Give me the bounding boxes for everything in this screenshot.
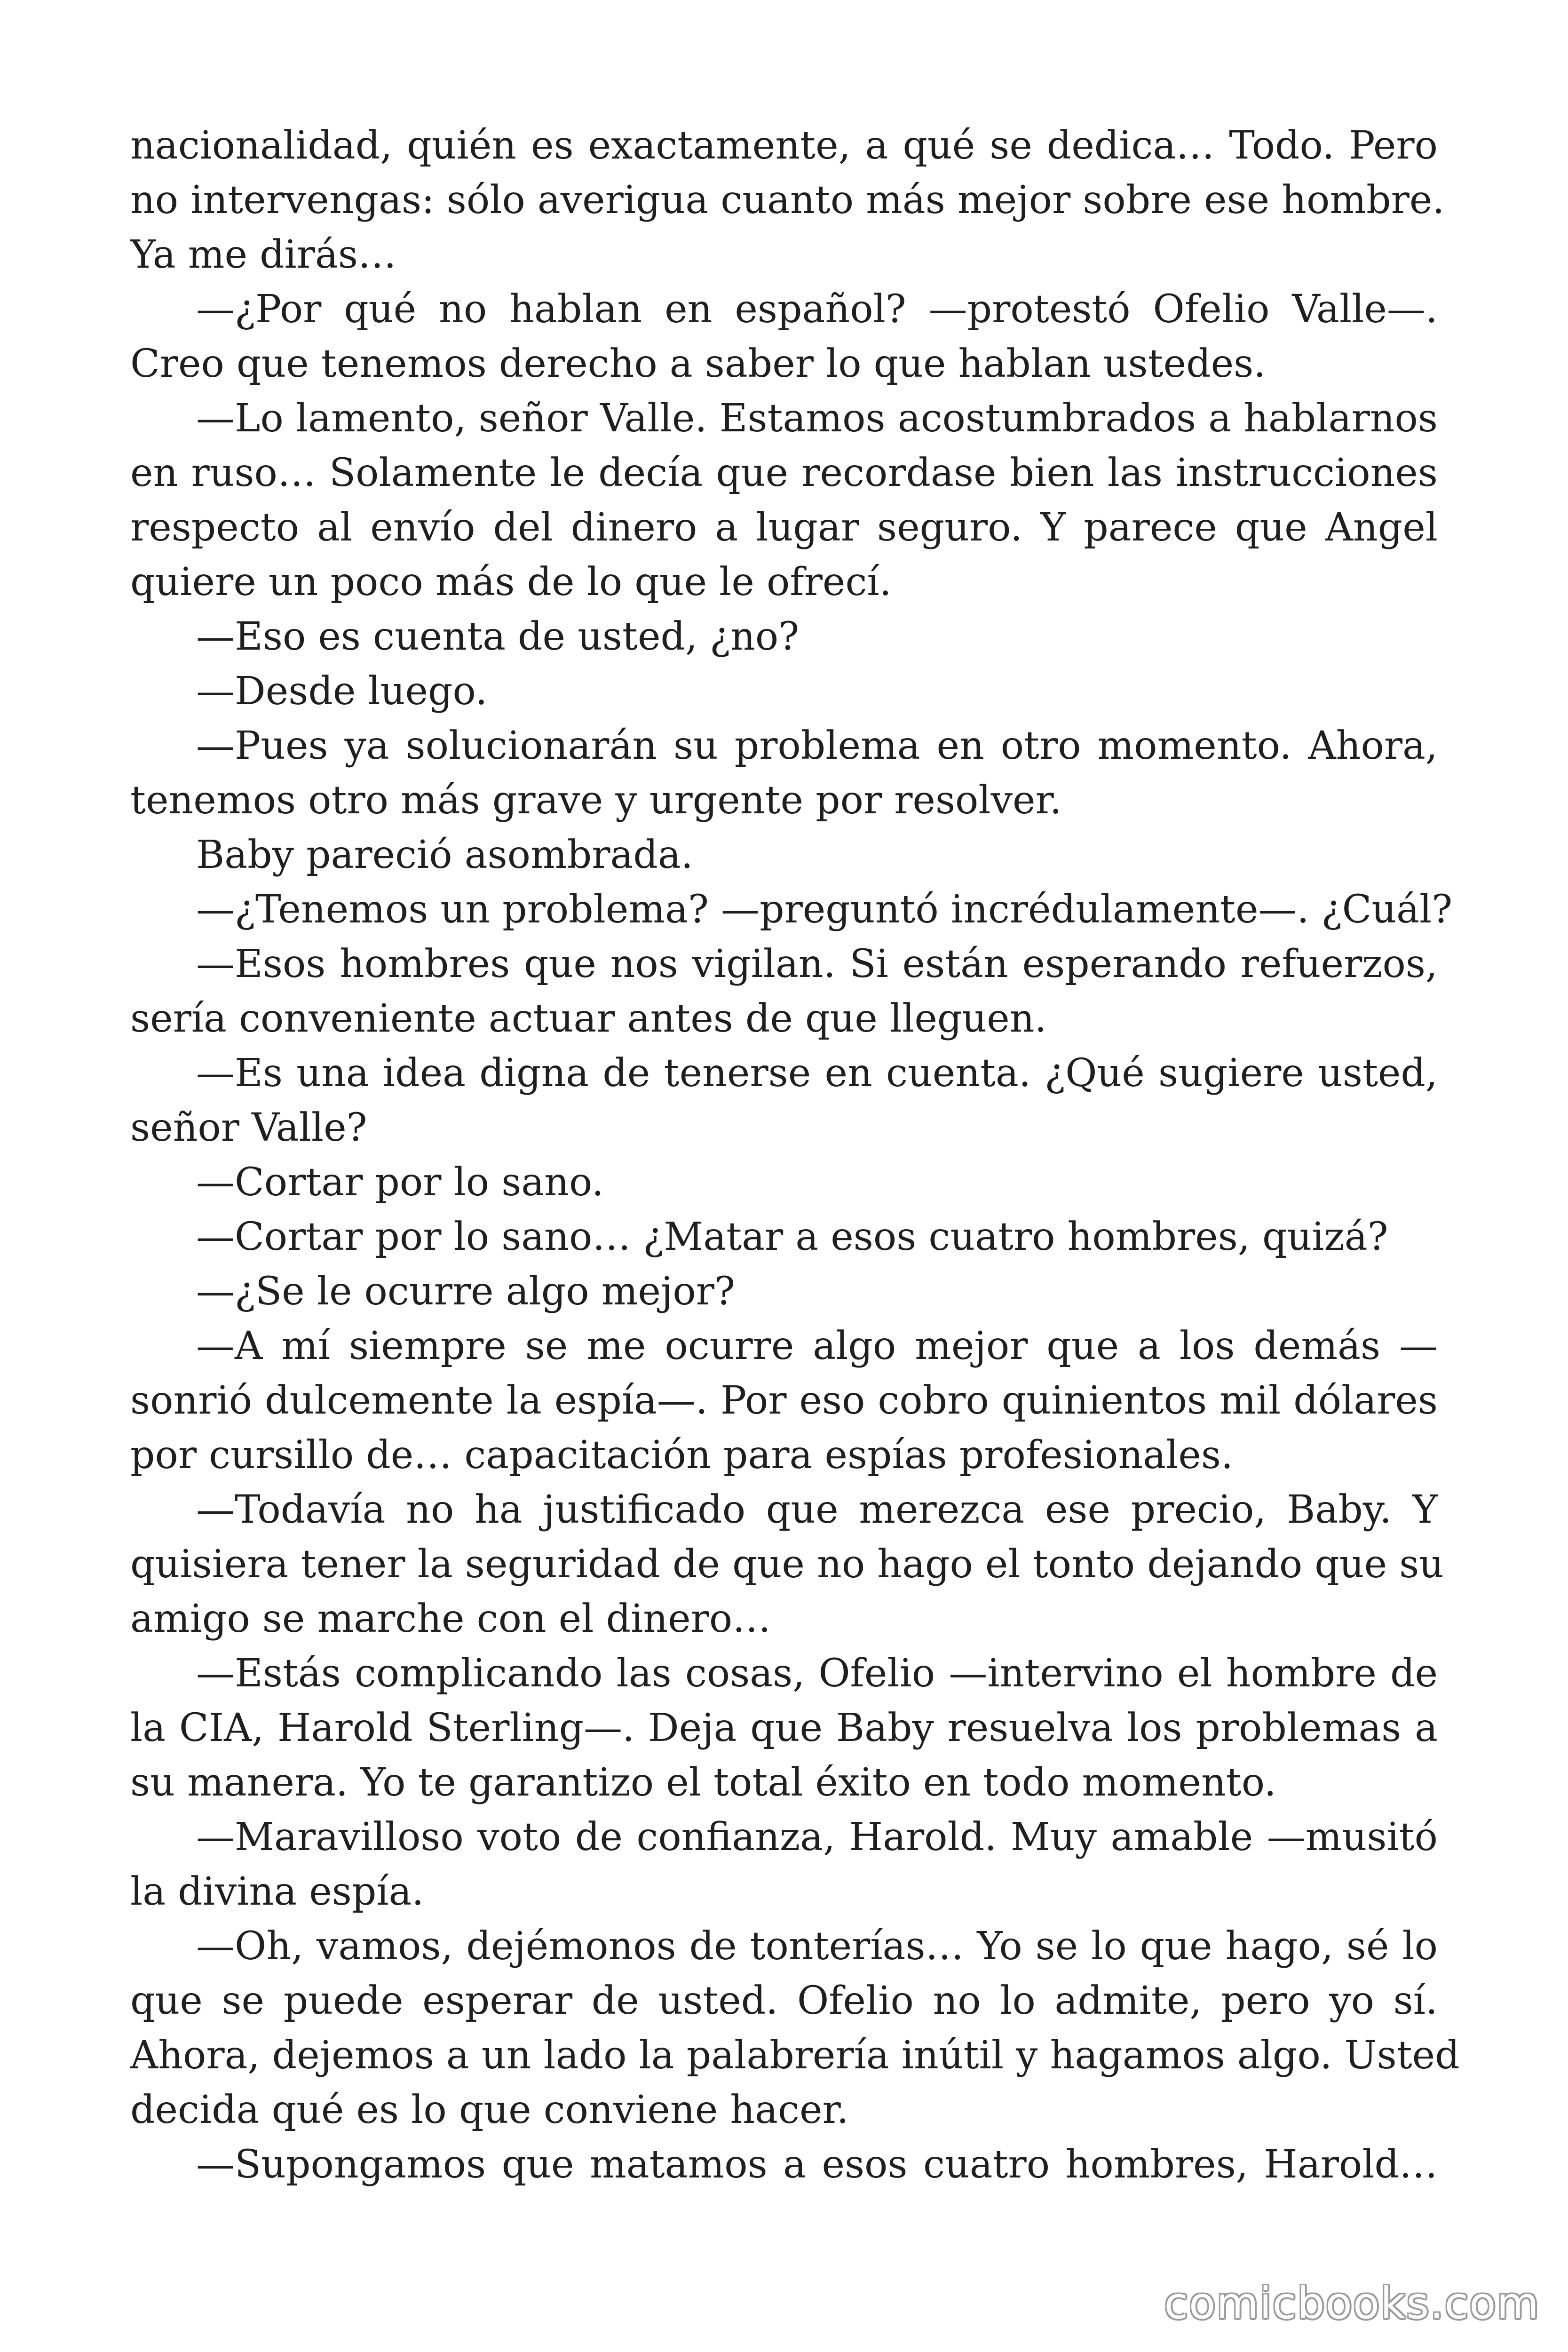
text-line: por cursillo de… capacitación para espías profesionales. — [130, 1433, 1234, 1478]
text-line: —Maravilloso voto de confianza, Harold. Muy amable —musitó — [196, 1815, 1438, 1859]
text-line: —Oh, vamos, dejémonos de tonterías… Yo se lo que hago, sé lo — [196, 1924, 1438, 1969]
text-line: respecto al envío del dinero a lugar seguro. Y parece que Angel — [130, 505, 1438, 550]
text-line: tenemos otro más grave y urgente por resolver. — [130, 778, 1062, 823]
text-line: —Cortar por lo sano… ¿Matar a esos cuatro hombres, quizá? — [196, 1215, 1388, 1259]
text-line: —Esos hombres que nos vigilan. Si están esperando refuerzos, — [196, 942, 1438, 986]
text-line: quiere un poco más de lo que le ofrecí. — [130, 560, 892, 604]
text-line: —¿Por qué no hablan en español? —protestó Ofelio Valle—. — [196, 287, 1438, 332]
text-line: quisiera tener la seguridad de que no hago el tonto dejando que su — [130, 1542, 1444, 1587]
text-line: Creo que tenemos derecho a saber lo que hablan ustedes. — [130, 342, 1266, 386]
text-line: su manera. Yo te garantizo el total éxito en todo momento. — [130, 1760, 1276, 1805]
text-line: en ruso… Solamente le decía que recordase bien las instrucciones — [130, 451, 1438, 495]
text-line: sonrió dulcemente la espía—. Por eso cobro quinientos mil dólares — [130, 1378, 1438, 1423]
text-line: —Es una idea digna de tenerse en cuenta. ¿Qué sugiere usted, — [196, 1051, 1438, 1096]
text-line: nacionalidad, quién es exactamente, a qué se dedica… Todo. Pero — [130, 123, 1438, 168]
text-line: —Estás complicando las cosas, Ofelio —intervino el hombre de — [196, 1651, 1438, 1696]
text-line: —¿Se le ocurre algo mejor? — [196, 1269, 735, 1314]
text-line: no intervengas: sólo averigua cuanto más mejor sobre ese hombre. — [130, 178, 1445, 222]
watermark: comicbooks.com — [1164, 2278, 1540, 2328]
text-line: —Todavía no ha justificado que merezca ese precio, Baby. Y — [196, 1487, 1438, 1532]
text-line: —Pues ya solucionarán su problema en otro momento. Ahora, — [196, 723, 1438, 768]
text-line: Baby pareció asombrada. — [196, 833, 693, 877]
text-line: —Supongamos que matamos a esos cuatro hombres, Harold… — [196, 2142, 1438, 2187]
text-line: —Eso es cuenta de usted, ¿no? — [196, 614, 800, 659]
text-line: la divina espía. — [130, 1869, 424, 1914]
text-line: —A mí siempre se me ocurre algo mejor que a los demás — — [196, 1324, 1438, 1368]
book-page — [130, 120, 1460, 2227]
text-line: —Lo lamento, señor Valle. Estamos acostumbrados a hablarnos — [196, 396, 1438, 441]
text-line: que se puede esperar de usted. Ofelio no lo admite, pero yo sí. — [130, 1979, 1438, 2023]
text-line: —¿Tenemos un problema? —preguntó incrédulamente—. ¿Cuál? — [196, 887, 1453, 932]
text-line: sería conveniente actuar antes de que lleguen. — [130, 996, 1047, 1041]
text-line: señor Valle? — [130, 1105, 367, 1150]
text-line: Ahora, dejemos a un lado la palabrería inútil y hagamos algo. Usted — [130, 2033, 1460, 2078]
text-line: la CIA, Harold Sterling—. Deja que Baby resuelva los problemas a — [130, 1706, 1438, 1750]
text-line: decida qué es lo que conviene hacer. — [130, 2088, 849, 2132]
text-line: Ya me dirás… — [130, 232, 396, 277]
text-line: —Desde luego. — [196, 669, 488, 714]
text-line: amigo se marche con el dinero… — [130, 1597, 771, 1641]
text-line: —Cortar por lo sano. — [196, 1160, 604, 1205]
